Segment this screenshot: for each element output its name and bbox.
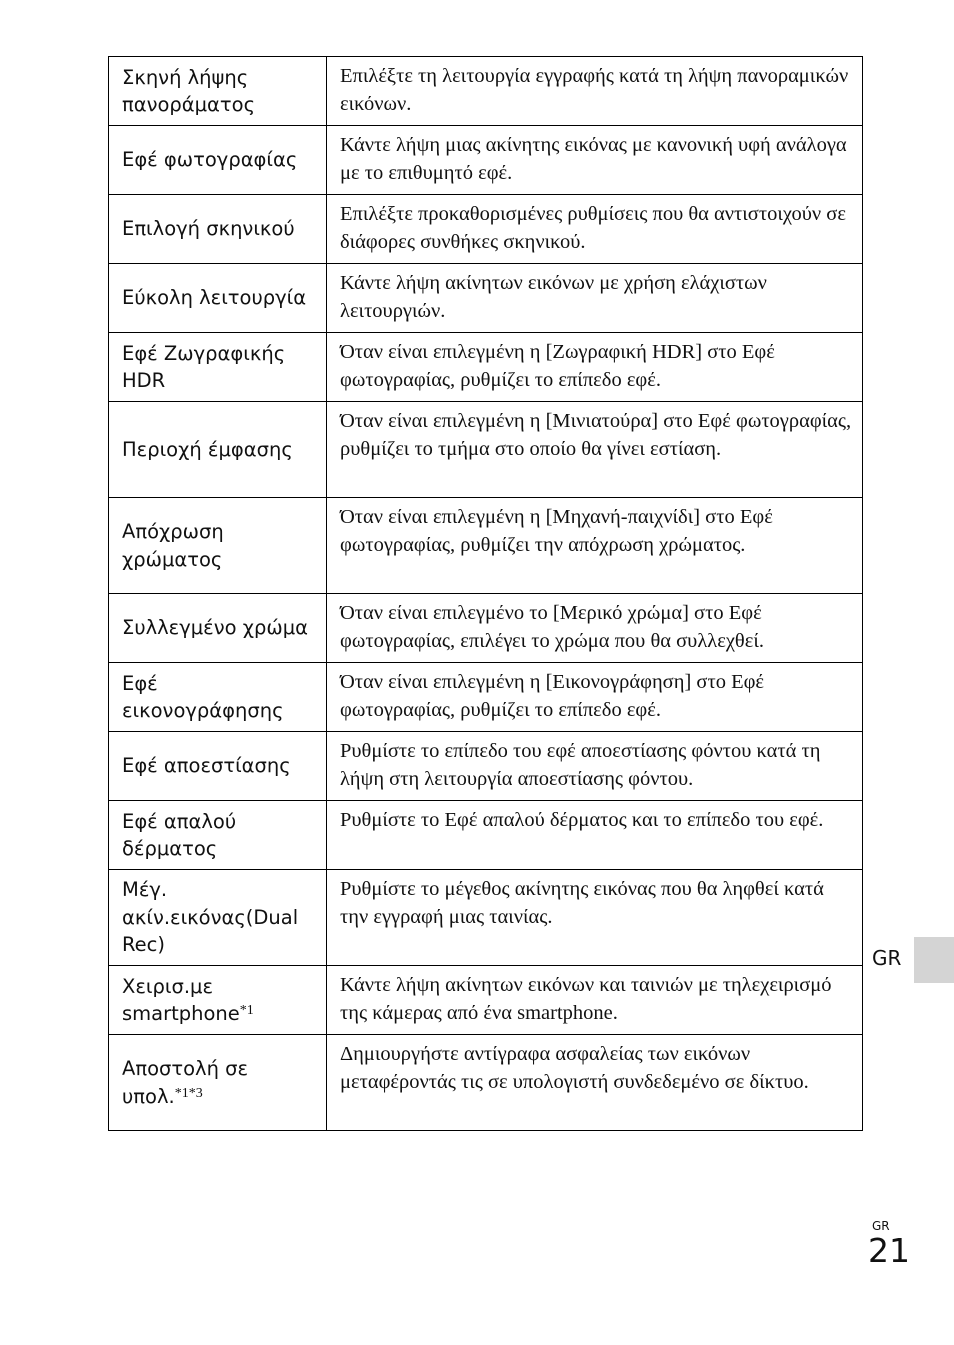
table-row [109, 732, 863, 801]
page-number: 21 [868, 1231, 910, 1270]
row-label: Σκηνή λήψης πανοράματος [109, 57, 327, 126]
row-label-cell [109, 966, 327, 1035]
table-row [109, 966, 863, 1035]
row-label: Επιλογή σκηνικού [109, 195, 327, 264]
row-label: Εφέ απαλού δέρματος [109, 801, 327, 870]
footnote-marker: *1*3 [174, 1085, 203, 1101]
row-description: Κάντε λήψη ακίνητων εικόνων με χρήση ελάχιστων λειτουργιών. [327, 264, 863, 333]
row-description: Δημιουργήστε αντίγραφα ασφαλείας των εικόνων μεταφέροντάς τις σε υπολογιστή συνδεδεμένο σε δίκτυο. [327, 1035, 863, 1131]
row-label: Αποστολή σε υπολ. [122, 1057, 249, 1108]
row-label: Εύκολη λειτουργία [109, 264, 327, 333]
row-label: Μέγ. ακίν.εικόνας(Dual Rec) [109, 870, 327, 966]
row-label: Εφέ αποεστίασης [109, 732, 327, 801]
row-description: Επιλέξτε προκαθορισμένες ρυθμίσεις που θα αντιστοιχούν σε διάφορες συνθήκες σκηνικού. [327, 195, 863, 264]
row-label: Συλλεγμένο χρώμα [109, 594, 327, 663]
row-label-cell [109, 1035, 327, 1131]
row-label: Εφέ εικονογράφησης [109, 663, 327, 732]
row-description: Όταν είναι επιλεγμένη η [Μηχανή-παιχνίδι] στο Εφέ φωτογραφίας, ρυθμίζει την απόχρωση χρώματος. [327, 498, 863, 594]
row-label: Απόχρωση χρώματος [109, 498, 327, 594]
row-description: Όταν είναι επιλεγμένη η [Μινιατούρα] στο Εφέ φωτογραφίας, ρυθμίζει το τμήμα στο οποίο θα γίνει εστίαση. [327, 402, 863, 498]
table-row [109, 126, 863, 195]
table-row [109, 195, 863, 264]
row-description: Κάντε λήψη ακίνητων εικόνων και ταινιών με τηλεχειρισμό της κάμερας από ένα smartphone. [327, 966, 863, 1035]
language-side-tab [914, 937, 954, 983]
row-description: Όταν είναι επιλεγμένο το [Μερικό χρώμα] στο Εφέ φωτογραφίας, επιλέγει το χρώμα που θα συλλεχθεί. [327, 594, 863, 663]
row-description: Επιλέξτε τη λειτουργία εγγραφής κατά τη λήψη πανοραμικών εικόνων. [327, 57, 863, 126]
row-label: Εφέ φωτογραφίας [109, 126, 327, 195]
page-language-code: GR [872, 1219, 890, 1233]
table-row [109, 402, 863, 498]
row-label: Χειρισ.με smartphone [122, 974, 240, 1025]
row-description: Όταν είναι επιλεγμένη η [Εικονογράφηση] στο Εφέ φωτογραφίας, ρυθμίζει το επίπεδο εφέ. [327, 663, 863, 732]
row-description: Κάντε λήψη μιας ακίνητης εικόνας με κανονική υφή ανάλογα με το επιθυμητό εφέ. [327, 126, 863, 195]
table-row [109, 801, 863, 870]
table-row [109, 264, 863, 333]
row-label: Περιοχή έμφασης [109, 402, 327, 498]
row-description: Ρυθμίστε το μέγεθος ακίνητης εικόνας που θα ληφθεί κατά την εγγραφή μιας ταινίας. [327, 870, 863, 966]
row-description: Ρυθμίστε το Εφέ απαλού δέρματος και το επίπεδο του εφέ. [327, 801, 863, 870]
table-row [109, 870, 863, 966]
table-row [109, 333, 863, 402]
row-description: Όταν είναι επιλεγμένη η [Ζωγραφική HDR] στο Εφέ φωτογραφίας, ρυθμίζει το επίπεδο εφέ. [327, 333, 863, 402]
footnote-marker: *1 [239, 1003, 254, 1018]
row-description: Ρυθμίστε το επίπεδο του εφέ αποεστίασης φόντου κατά τη λήψη στη λειτουργία αποεστίασης φόντου. [327, 732, 863, 801]
table-row [109, 663, 863, 732]
table-row [109, 57, 863, 126]
table-row [109, 594, 863, 663]
language-side-tab-label: GR [872, 946, 902, 970]
table-row [109, 1035, 863, 1131]
row-label: Εφέ Ζωγραφικής HDR [109, 333, 327, 402]
function-table [108, 56, 863, 1131]
table-row [109, 498, 863, 594]
